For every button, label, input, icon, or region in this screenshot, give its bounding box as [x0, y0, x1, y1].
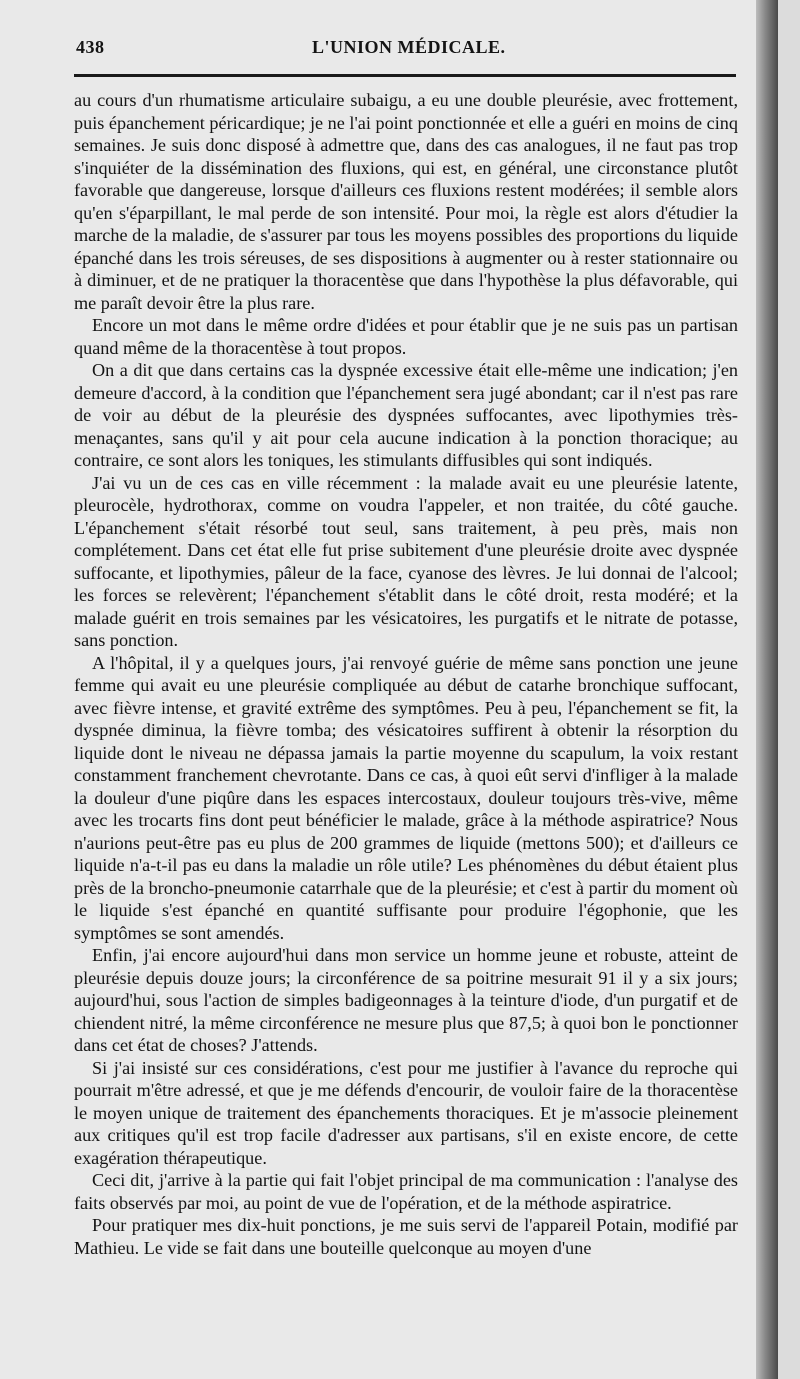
paragraph: au cours d'un rhumatisme articulaire subaigu, a eu une double pleurésie, avec frottement, puis épanchement péricardique; je ne l'ai point ponctionnée et elle a guéri en moins de cinq semaines. Je suis donc disposé à admettre que, dans des cas analogues, il ne faut pas trop s'inquiéter de la dissémination des fluxions, qui est, en général, une circonstance plutôt favorable que dangereuse, lorsque d'ailleurs ces fluxions restent modérées; il semble alors qu'en s'éparpillant, le mal perde de son intensité. Pour moi, la règle est alors d'étudier la marche de la maladie, de s'assurer par tous les moyens possibles des proportions du liquide épanché dans les trois séreuses, de ses dispositions à augmenter ou à rester stationnaire ou à diminuer, et de ne pratiquer la thoracentèse que dans l'hypothèse la plus défavorable, qui me paraît devoir être la plus rare.	[74, 90, 738, 313]
paragraph: Encore un mot dans le même ordre d'idées et pour établir que je ne suis pas un partisan quand même de la thoracentèse à tout propos.	[74, 315, 738, 358]
paragraph: J'ai vu un de ces cas en ville récemment : la malade avait eu une pleurésie latente, pleurocèle, hydrothorax, comme on voudra l'appeler, et non traitée, du côté gauche. L'épanchement s'était résorbé tout seul, sans traitement, à peu près, mais non complétement. Dans cet état elle fut prise subitement d'une pleurésie droite avec dyspnée suffocante, et lipothymies, pâleur de la face, cyanose des lèvres. Je lui donnai de l'alcool; les forces se relevèrent; l'épanchement s'établit dans le côté droit, resta modéré; et la malade guérit en trois semaines par les vésicatoires, les purgatifs et le nitrate de potasse, sans ponction.	[74, 472, 738, 650]
page-number: 438	[76, 37, 105, 57]
paragraph: Si j'ai insisté sur ces considérations, c'est pour me justifier à l'avance du reproche qui pourrait m'être adressé, et que je me défends d'encourir, de vouloir faire de la thoracentèse le moyen unique de traitement des épanchements thoraciques. Et je m'associe pleinement aux critiques qu'il est trop facile d'adresser aux partisans, s'il en existe encore, de cette exagération thérapeutique.	[74, 1057, 738, 1168]
journal-title: L'UNION MÉDICALE.	[312, 37, 506, 57]
page-edge-shadow	[756, 0, 778, 1379]
body-text	[74, 89, 738, 1259]
header-rule	[74, 74, 736, 77]
paragraph: On a dit que dans certains cas la dyspnée excessive était elle-même une indication; j'en demeure d'accord, à la condition que l'épanchement sera jugé abondant; car il n'est pas rare de voir au début de la pleurésie des dyspnées suffocantes, avec lipothymies très-menaçantes, sans qu'il y ait pour cela aucune indication à la ponction thoracique; au contraire, ce sont alors les toniques, les stimulants diffusibles qui sont indiqués.	[74, 360, 738, 470]
paragraph: Pour pratiquer mes dix-huit ponctions, je me suis servi de l'appareil Potain, modifié par Mathieu. Le vide se fait dans une bouteille quelconque au moyen d'une	[74, 1215, 738, 1258]
running-head	[74, 28, 744, 62]
paragraph: A l'hôpital, il y a quelques jours, j'ai renvoyé guérie de même sans ponction une jeune femme qui avait eu une pleurésie compliquée au début de catarhe bronchique suffocant, avec fièvre intense, et gravité extrême des symptômes. Peu à peu, l'épanchement se fit, la dyspnée diminua, la fièvre tomba; des vésicatoires suffirent à obtenir la résorption du liquide dont le niveau ne dépassa jamais la partie moyenne du scapulum, la voix restant constamment franchement chevrotante. Dans ce cas, à quoi eût servi d'infliger à la malade la douleur d'une piqûre dans les espaces intercostaux, douleur toujours très-vive, même avec les trocarts fins dont peut bénéficier le malade, grâce à la méthode aspiratrice? Nous n'aurions peut-être pas eu plus de 200 grammes de liquide (mettons 500); et d'ailleurs ce liquide n'a-t-il pas eu dans la maladie un rôle utile? Les phénomènes du début étaient plus près de la broncho-pneumonie catarrhale que de la pleurésie; et c'est à partir du moment où le liquide s'est épanché en quantité suffisante pour produire l'égophonie, que les symptômes se sont amendés.	[74, 652, 738, 943]
paragraph: Ceci dit, j'arrive à la partie qui fait l'objet principal de ma communication : l'analyse des faits observés par moi, au point de vue de l'opération, et de la méthode aspiratrice.	[74, 1170, 738, 1213]
paragraph: Enfin, j'ai encore aujourd'hui dans mon service un homme jeune et robuste, atteint de pleurésie depuis douze jours; la circonférence de sa poitrine mesurait 91 il y a six jours; aujourd'hui, sous l'action de simples badigeonnages à la teinture d'iode, d'un purgatif et de chiendent nitré, la même circonférence ne mesure plus que 87,5; à quoi bon le ponctionner dans cet état de choses? J'attends.	[74, 945, 738, 1055]
